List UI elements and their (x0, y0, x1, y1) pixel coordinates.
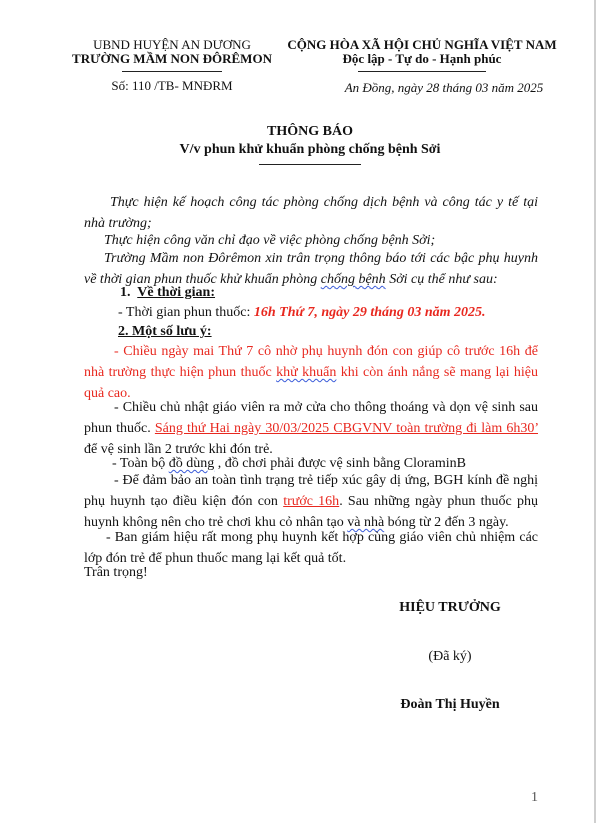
section-1-heading: 1. Về thời gian: (120, 285, 216, 300)
note-pickup-before-16h: - Chiều ngày mai Thứ 7 cô nhờ phụ huynh đón con giúp cô trước 16h để nhà trường thực hiện phun thuốc khử khuẩn khi còn ánh nắng sẽ mang lại hiệu quả cao. (84, 344, 538, 401)
title-rule (259, 164, 361, 165)
page-number: 1 (531, 790, 538, 805)
intro-paragraph-1: Thực hiện kế hoạch công tác phòng chống dịch bệnh và công tác y tế tại nhà trường; (84, 195, 538, 231)
document-title: THÔNG BÁO (267, 124, 353, 139)
note-cooperation: - Ban giám hiệu rất mong phụ huynh kết hợp cùng giáo viên chủ nhiệm các lớp đón trẻ để phun thuốc mang lại kết quả tốt. (84, 530, 538, 566)
signed-note: (Đã ký) (428, 649, 472, 664)
document-number: Số: 110 /TB- MNĐRM (111, 78, 233, 93)
intro-paragraph-3: Trường Mầm non Đôrêmon xin trân trọng thông báo tới các bậc phụ huynh về thời gian phun thuốc khử khuẩn phòng chống bệnh Sởi cụ thể như sau: (84, 251, 538, 287)
note-sunday-cleaning: - Chiều chủ nhật giáo viên ra mở cửa cho thông thoáng và dọn vệ sinh sau phun thuốc. Sáng thứ Hai ngày 30/03/2025 CBGVNV toàn trường đi làm 6h30’ để vệ sinh lần 2 trước khi đón trẻ. (84, 400, 538, 457)
section-2-heading: 2. Một số lưu ý: (118, 324, 212, 339)
header-right-rule (358, 71, 486, 72)
signer-title: HIỆU TRƯỞNG (399, 600, 501, 615)
closing-text: Trân trọng! (84, 565, 148, 580)
header-left-rule (122, 71, 222, 72)
spray-time: - Thời gian phun thuốc: 16h Thứ 7, ngày 29 tháng 03 năm 2025. (118, 305, 486, 320)
intro-paragraph-2: Thực hiện công văn chỉ đạo về việc phòng chống bệnh Sởi; (104, 233, 436, 248)
nation-title: CỘNG HÒA XÃ HỘI CHỦ NGHĨA VIỆT NAM (287, 37, 557, 52)
document-subject: V/v phun khử khuẩn phòng chống bệnh Sởi (179, 142, 441, 157)
note-safety: - Để đảm bảo an toàn tình trạng trẻ tiếp xúc gây dị ứng, BGH kính đề nghị phụ huynh tạo điều kiện đón con trước 16h. Sau những ngày phun thuốc phụ huynh không nên cho trẻ chơi khu cỏ nhân tạo và nhà bóng từ 2 đến 3 ngày. (84, 473, 539, 530)
school-name: TRƯỜNG MẦM NON ĐÔRÊMON (72, 51, 272, 66)
district-name: UBND HUYỆN AN DƯƠNG (93, 37, 251, 52)
note-toys-cleaning: - Toàn bộ đồ dùng , đồ chơi phải được vệ sinh bằng CloraminB (112, 456, 467, 471)
document-date: An Đồng, ngày 28 tháng 03 năm 2025 (344, 80, 544, 95)
nation-motto: Độc lập - Tự do - Hạnh phúc (342, 51, 502, 66)
signer-name: Đoàn Thị Huyền (400, 697, 500, 712)
